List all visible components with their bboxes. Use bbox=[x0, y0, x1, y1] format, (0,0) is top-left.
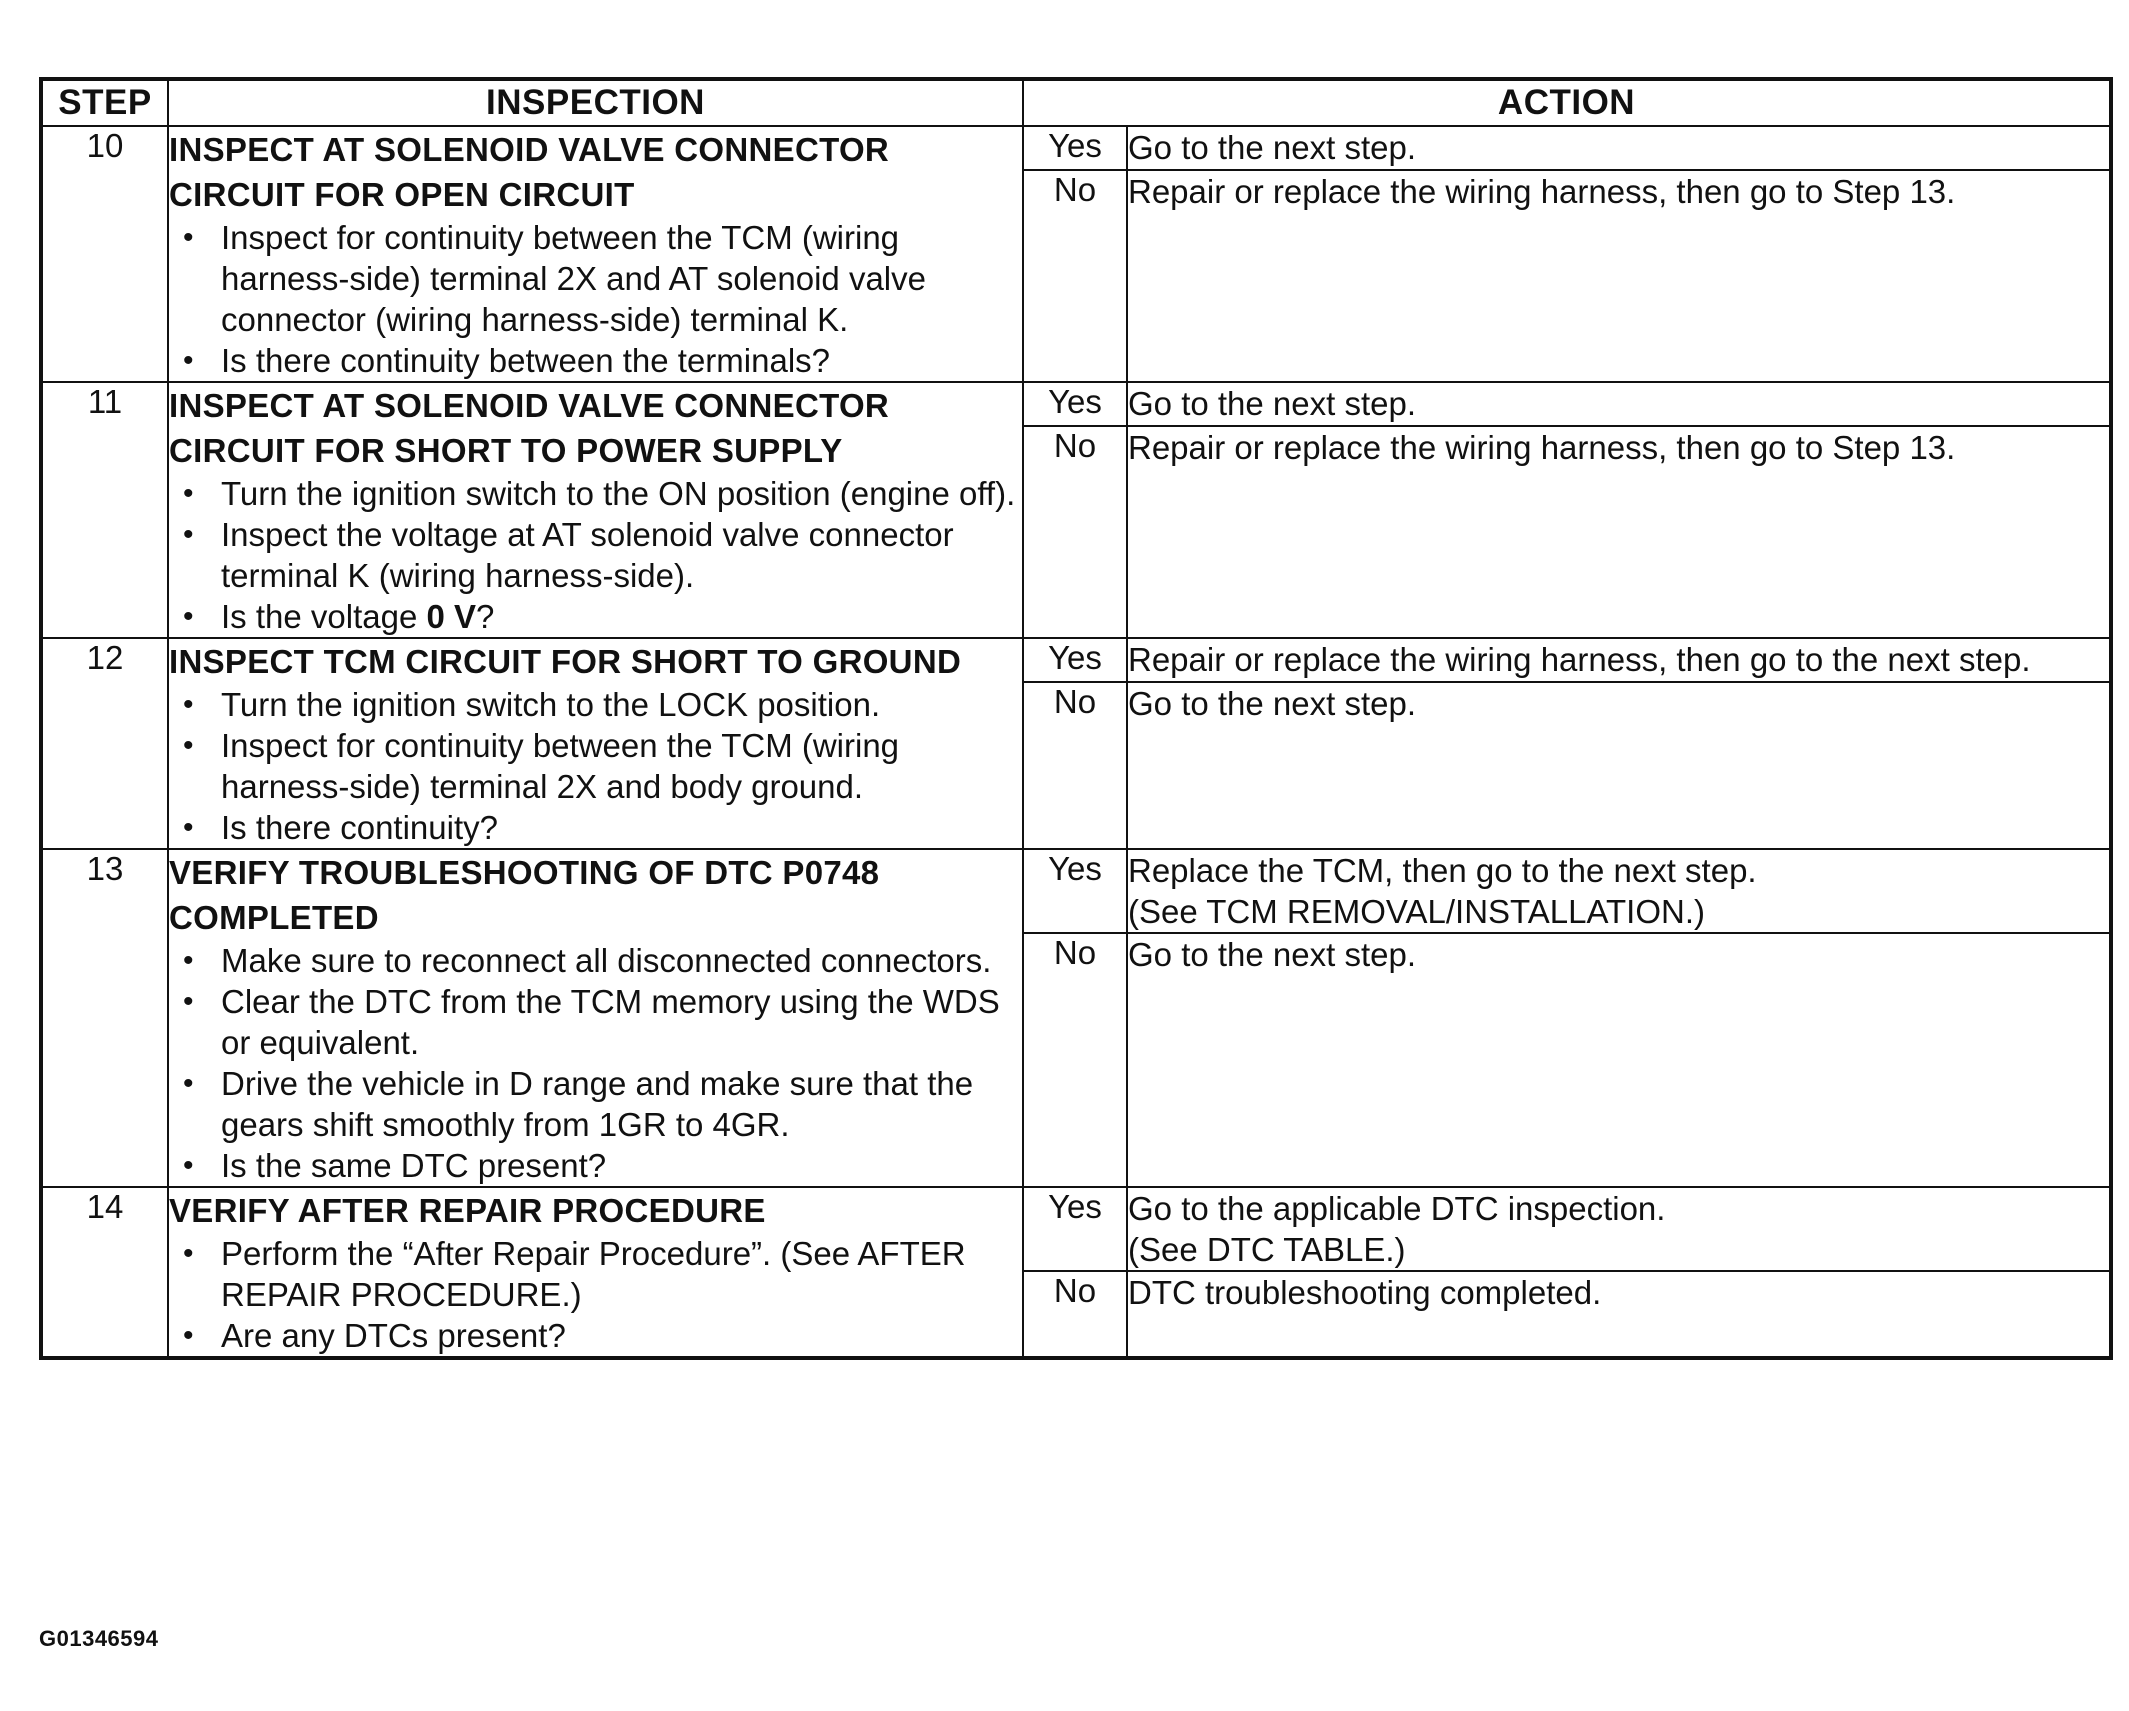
steps-body bbox=[41, 126, 2111, 1358]
inspection-title: INSPECT AT SOLENOID VALVE CONNECTOR CIRCUIT FOR SHORT TO POWER SUPPLY bbox=[169, 387, 890, 469]
header-inspection: INSPECTION bbox=[168, 79, 1023, 126]
table-header-row bbox=[41, 79, 2111, 126]
inspection-bullets bbox=[169, 217, 1022, 381]
inspection-cell bbox=[168, 849, 1023, 1187]
bullet-item bbox=[169, 981, 1022, 1063]
bullet-text: Turn the ignition switch to the LOCK position. bbox=[221, 686, 881, 723]
action-line: Go to the next step. bbox=[1128, 685, 1417, 722]
step-number: 11 bbox=[41, 382, 168, 638]
inspection-title: INSPECT TCM CIRCUIT FOR SHORT TO GROUND bbox=[169, 643, 962, 680]
bullet-item bbox=[169, 807, 1022, 848]
no-label: No bbox=[1023, 1271, 1127, 1358]
yes-label: Yes bbox=[1023, 638, 1127, 682]
no-action bbox=[1127, 170, 2111, 382]
bullet-item bbox=[169, 514, 1022, 596]
step-number: 14 bbox=[41, 1187, 168, 1358]
bullet-item bbox=[169, 725, 1022, 807]
step-number: 12 bbox=[41, 638, 168, 849]
inspection-title: VERIFY TROUBLESHOOTING OF DTC P0748 COMPLETED bbox=[169, 854, 880, 936]
bullet-text: Perform the “After Repair Procedure”. (See AFTER REPAIR PROCEDURE.) bbox=[221, 1235, 966, 1313]
bullet-dot-icon: • bbox=[183, 688, 194, 721]
step-row-14 bbox=[41, 1187, 2111, 1271]
action-line: Repair or replace the wiring harness, then go to the next step. bbox=[1128, 641, 2031, 678]
inspection-cell bbox=[168, 1187, 1023, 1358]
bullet-text: Is the voltage 0 V? bbox=[221, 598, 495, 635]
action-line: Go to the next step. bbox=[1128, 385, 1417, 422]
no-label: No bbox=[1023, 682, 1127, 849]
yes-action bbox=[1127, 849, 2111, 933]
bullet-text: Drive the vehicle in D range and make sure that the gears shift smoothly from 1GR to 4GR. bbox=[221, 1065, 974, 1143]
no-action bbox=[1127, 682, 2111, 849]
bullet-item bbox=[169, 1315, 1022, 1356]
bullet-dot-icon: • bbox=[183, 600, 194, 633]
bullet-text: Is there continuity between the terminals? bbox=[221, 342, 831, 379]
no-action bbox=[1127, 426, 2111, 638]
bullet-dot-icon: • bbox=[183, 811, 194, 844]
no-action bbox=[1127, 1271, 2111, 1358]
inspection-bullets bbox=[169, 473, 1022, 637]
bullet-dot-icon: • bbox=[183, 1237, 194, 1270]
inspection-cell bbox=[168, 638, 1023, 849]
yes-action bbox=[1127, 126, 2111, 170]
step-row-10 bbox=[41, 126, 2111, 170]
bullet-dot-icon: • bbox=[183, 221, 194, 254]
bullet-item bbox=[169, 473, 1022, 514]
bullet-text: Are any DTCs present? bbox=[221, 1317, 566, 1354]
bullet-item bbox=[169, 1145, 1022, 1186]
action-line: (See DTC TABLE.) bbox=[1128, 1231, 1406, 1268]
inspection-title: VERIFY AFTER REPAIR PROCEDURE bbox=[169, 1192, 766, 1229]
inspection-title: INSPECT AT SOLENOID VALVE CONNECTOR CIRCUIT FOR OPEN CIRCUIT bbox=[169, 131, 890, 213]
action-line: (See TCM REMOVAL/INSTALLATION.) bbox=[1128, 893, 1706, 930]
bullet-text: Inspect the voltage at AT solenoid valve connector terminal K (wiring harness-side). bbox=[221, 516, 954, 594]
action-line: Repair or replace the wiring harness, then go to Step 13. bbox=[1128, 173, 1956, 210]
inspection-bullets bbox=[169, 940, 1022, 1186]
inspection-bullets bbox=[169, 684, 1022, 848]
bullet-item bbox=[169, 940, 1022, 981]
bullet-text: Is the same DTC present? bbox=[221, 1147, 607, 1184]
header-action: ACTION bbox=[1023, 79, 2111, 126]
yes-label: Yes bbox=[1023, 1187, 1127, 1271]
bullet-text: Is there continuity? bbox=[221, 809, 498, 846]
bullet-text: Turn the ignition switch to the ON position (engine off). bbox=[221, 475, 1016, 512]
yes-label: Yes bbox=[1023, 126, 1127, 170]
step-row-13 bbox=[41, 849, 2111, 933]
diagnostic-table bbox=[39, 77, 2113, 1360]
yes-label: Yes bbox=[1023, 849, 1127, 933]
bullet-dot-icon: • bbox=[183, 985, 194, 1018]
bullet-text: Inspect for continuity between the TCM (wiring harness-side) terminal 2X and body ground. bbox=[221, 727, 900, 805]
bullet-item bbox=[169, 217, 1022, 340]
step-number: 13 bbox=[41, 849, 168, 1187]
no-action bbox=[1127, 933, 2111, 1187]
figure-id: G01346594 bbox=[39, 1626, 159, 1651]
yes-action bbox=[1127, 638, 2111, 682]
bullet-dot-icon: • bbox=[183, 344, 194, 377]
bullet-dot-icon: • bbox=[183, 518, 194, 551]
step-row-12 bbox=[41, 638, 2111, 682]
bullet-item bbox=[169, 340, 1022, 381]
header-step: STEP bbox=[41, 79, 168, 126]
inspection-cell bbox=[168, 126, 1023, 382]
inspection-cell bbox=[168, 382, 1023, 638]
bullet-text: Make sure to reconnect all disconnected connectors. bbox=[221, 942, 992, 979]
step-number: 10 bbox=[41, 126, 168, 382]
diagnostic-procedure-sheet bbox=[39, 77, 2109, 1360]
yes-label: Yes bbox=[1023, 382, 1127, 426]
bullet-dot-icon: • bbox=[183, 1067, 194, 1100]
bullet-dot-icon: • bbox=[183, 1149, 194, 1182]
action-line: Repair or replace the wiring harness, then go to Step 13. bbox=[1128, 429, 1956, 466]
no-label: No bbox=[1023, 426, 1127, 638]
bullet-dot-icon: • bbox=[183, 1319, 194, 1352]
bullet-item bbox=[169, 1063, 1022, 1145]
bullet-dot-icon: • bbox=[183, 477, 194, 510]
bullet-text: Inspect for continuity between the TCM (wiring harness-side) terminal 2X and AT solenoid valve connector (wiring harness-side) terminal K. bbox=[221, 219, 926, 338]
yes-action bbox=[1127, 1187, 2111, 1271]
no-label: No bbox=[1023, 170, 1127, 382]
bullet-item bbox=[169, 596, 1022, 637]
action-line: Go to the applicable DTC inspection. bbox=[1128, 1190, 1666, 1227]
action-line: Replace the TCM, then go to the next step. bbox=[1128, 852, 1757, 889]
bullet-dot-icon: • bbox=[183, 944, 194, 977]
no-label: No bbox=[1023, 933, 1127, 1187]
yes-action bbox=[1127, 382, 2111, 426]
action-line: DTC troubleshooting completed. bbox=[1128, 1274, 1602, 1311]
step-row-11 bbox=[41, 382, 2111, 426]
bullet-item bbox=[169, 1233, 1022, 1315]
bullet-dot-icon: • bbox=[183, 729, 194, 762]
bullet-text: Clear the DTC from the TCM memory using the WDS or equivalent. bbox=[221, 983, 1000, 1061]
inspection-bullets bbox=[169, 1233, 1022, 1356]
action-line: Go to the next step. bbox=[1128, 936, 1417, 973]
bullet-item bbox=[169, 684, 1022, 725]
action-line: Go to the next step. bbox=[1128, 129, 1417, 166]
